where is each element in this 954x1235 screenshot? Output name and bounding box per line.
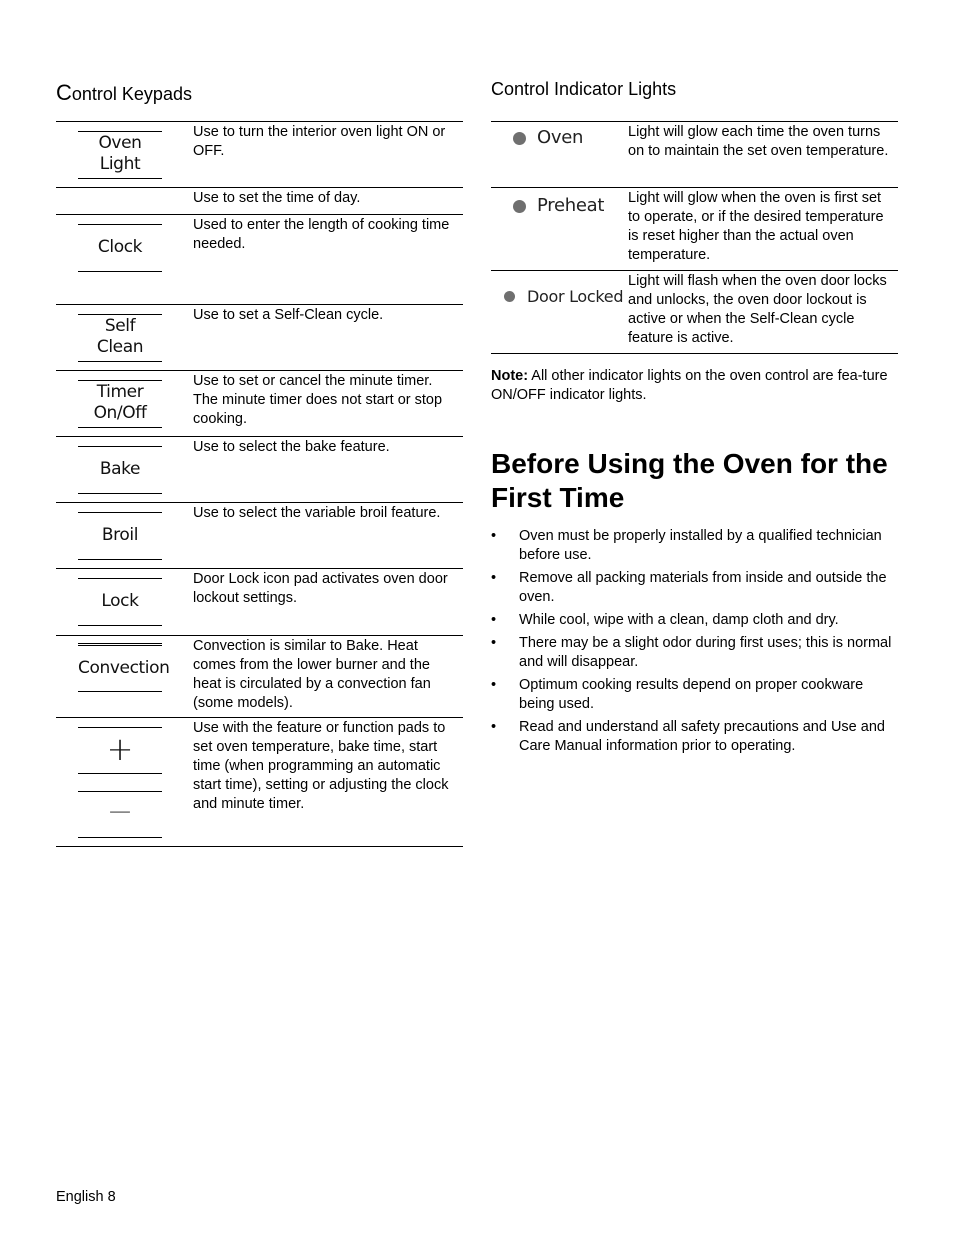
indicator-row-preheat bbox=[491, 188, 898, 271]
list-item: • There may be a slight odor during first uses; this is normal and will disappear. bbox=[491, 635, 892, 670]
bullet-icon: • bbox=[491, 635, 497, 651]
bullet-icon: • bbox=[491, 528, 497, 544]
door-locked-indicator-dot-icon bbox=[504, 291, 515, 302]
keypad-row-convection bbox=[56, 636, 463, 718]
list-item: • Read and understand all safety precautions and Use and Care Manual information prior to operating. bbox=[491, 719, 885, 754]
list-item: • Oven must be properly installed by a qualified technician before use. bbox=[491, 528, 882, 563]
keypad-row-timer bbox=[56, 371, 463, 437]
indicator-lights-title: Control Indicator Lights bbox=[491, 79, 677, 99]
bullet-icon: • bbox=[491, 677, 497, 693]
oven-light-pad-label: Oven Light bbox=[98, 133, 142, 174]
plus-minus-description: Use with the feature or function pads to set oven temperature, bake time, start time (when programming an automatic start time), setting or adjusting the clock and minute timer. bbox=[193, 720, 449, 812]
door-locked-indicator-description: Light will flash when the oven door locks and unlocks, the oven door lockout is active or when the Self-Clean cycle feature is active. bbox=[628, 273, 887, 346]
control-keypads-table bbox=[56, 121, 463, 847]
before-using-list bbox=[491, 527, 898, 760]
broil-pad-label: Broil bbox=[101, 525, 139, 545]
minus-icon: — bbox=[109, 799, 131, 824]
self-clean-description: Use to set a Self-Clean cycle. bbox=[193, 307, 384, 323]
indicator-lights-table bbox=[491, 121, 898, 354]
control-keypads-title-cap: C bbox=[56, 80, 72, 105]
convection-pad-label: Convection bbox=[78, 658, 170, 678]
page-footer: English 8 bbox=[56, 1189, 116, 1205]
door-locked-indicator-label: Door Locked bbox=[527, 287, 624, 306]
keypad-row-plus-minus bbox=[56, 718, 463, 847]
bullet-icon: • bbox=[491, 612, 497, 628]
bullet-icon: • bbox=[491, 570, 497, 586]
preheat-indicator-label: Preheat bbox=[537, 195, 605, 216]
bullet-icon: • bbox=[491, 719, 497, 735]
keypad-row-time-of-day bbox=[56, 188, 463, 215]
indicator-row-door-locked bbox=[491, 271, 898, 354]
bake-pad-label: Bake bbox=[99, 459, 141, 479]
keypad-row-lock bbox=[56, 569, 463, 636]
before-using-heading: Before Using the Oven for the First Time bbox=[491, 448, 888, 513]
oven-light-description: Use to turn the interior oven light ON or OFF. bbox=[193, 124, 446, 159]
oven-indicator-dot-icon bbox=[513, 132, 526, 145]
keypad-row-self-clean bbox=[56, 305, 463, 371]
time-of-day-description: Use to set the time of day. bbox=[193, 190, 361, 206]
keypad-row-broil bbox=[56, 503, 463, 569]
oven-indicator-description: Light will glow each time the oven turns on to maintain the set oven temperature. bbox=[628, 124, 889, 159]
convection-description: Convection is similar to Bake. Heat comes from the lower burner and the heat is circulated by a convection fan (some models). bbox=[193, 638, 431, 711]
lock-pad-label: Lock bbox=[101, 591, 139, 611]
list-item: • Optimum cooking results depend on proper cookware being used. bbox=[491, 677, 864, 712]
keypad-row-bake bbox=[56, 437, 463, 503]
indicator-row-oven bbox=[491, 122, 898, 188]
control-keypads-title-rest: ontrol Keypads bbox=[71, 84, 192, 104]
keypad-row-oven-light bbox=[56, 122, 463, 188]
self-clean-pad-label: Self Clean bbox=[96, 316, 144, 357]
clock-pad-label: Clock bbox=[97, 237, 143, 257]
preheat-indicator-dot-icon bbox=[513, 200, 526, 213]
broil-description: Use to select the variable broil feature. bbox=[193, 505, 441, 521]
note-text: All other indicator lights on the oven control are fea-ture ON/OFF indicator lights. bbox=[491, 368, 888, 403]
lock-description: Door Lock icon pad activates oven door lockout settings. bbox=[193, 571, 448, 606]
clock-description: Used to enter the length of cooking time needed. bbox=[193, 217, 450, 252]
preheat-indicator-description: Light will glow when the oven is first set to operate, or if the desired temperature is reset higher than the actual oven temperature. bbox=[628, 190, 884, 263]
plus-icon: + bbox=[106, 730, 134, 768]
timer-description: Use to set or cancel the minute timer. The minute timer does not start or stop cooking. bbox=[193, 373, 443, 427]
note-paragraph bbox=[491, 367, 896, 405]
bake-description: Use to select the bake feature. bbox=[193, 439, 390, 455]
list-item: • While cool, wipe with a clean, damp cloth and dry. bbox=[491, 612, 839, 628]
oven-indicator-label: Oven bbox=[537, 127, 584, 148]
control-keypads-title bbox=[56, 80, 192, 106]
list-item: • Remove all packing materials from inside and outside the oven. bbox=[491, 570, 887, 605]
note-label: Note: bbox=[491, 368, 529, 384]
timer-pad-label: Timer On/Off bbox=[93, 382, 147, 423]
keypad-row-clock bbox=[56, 215, 463, 305]
